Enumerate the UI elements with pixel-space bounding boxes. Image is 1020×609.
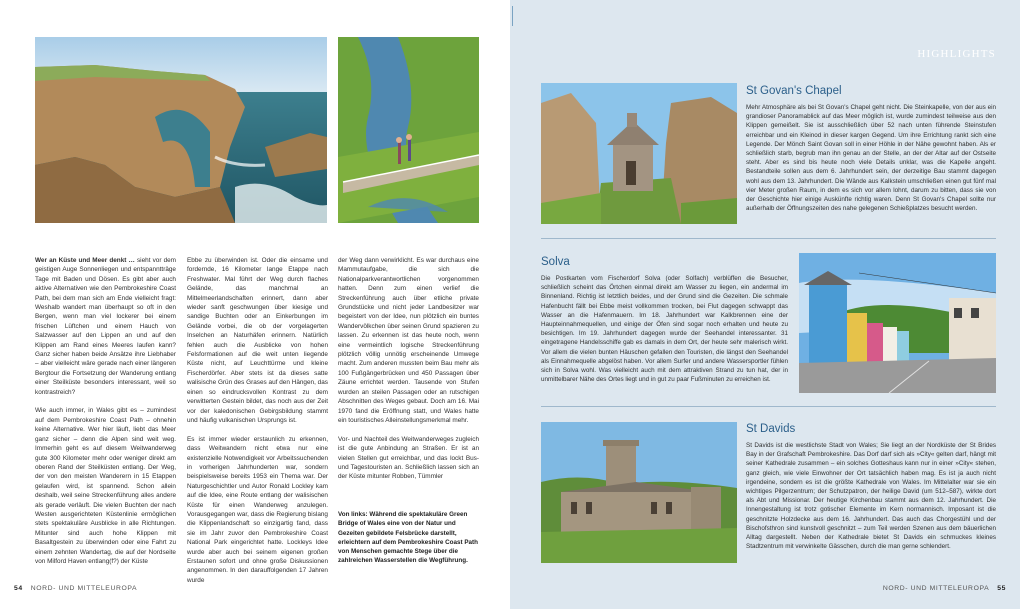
st-davids-cathedral-photo — [541, 422, 737, 563]
running-head: NORD- UND MITTELEUROPA — [882, 585, 990, 592]
paragraph: der Weg dann verwirklicht. Es war durchaus eine Mammutaufgabe, die sich die Nationalparkverantwortlichen vorgenommen hatten. Denn zum einen verlief die Streckenführung auch über etliche private Grundstücke und nicht jeder Landbesitzer war begeistert von der Idee, nun plötzlich ein buntes Wandervölkchen über seinen Grund spazieren zu lassen. Zu erkennen ist das heute noch, wenn eine vermeintlich logische Streckenführung plötzlich völlig unnötig erscheinende Umwege macht. Zum anderen mussten beim Bau mehr als 100 Fußgängerbrücken und 450 Passagen über Zäune errichtet werden. Tausende von Stufen wurden an steilen Passagen oder an rutschigen Abschnitten des Weges gebaut. Doch am 16. Mai 1970 fand die Eröffnung statt, und Wales hatte ein touristisches Alleinstellungsmerkmal mehr. — [338, 257, 479, 424]
section-text-st-govans-chapel: Mehr Atmosphäre als bei St Govan's Chapel geht nicht. Die Steinkapelle, von der aus ein grandioser Panoramablick auf das Meer möglich ist, wurde zumindest teilweise aus den Klippen gemeißelt. Sie ist ausschließlich über 52 nach unten führende Steinstufen erreichbar und ein Kleinod in dieser kargen Gegend. Um ihre Errichtung rankt sich eine Legende. Der Mönch Saint Govan soll in einer Höhle in der Nähe gewohnt haben. Als er schließlich starb, begrub man ihn genau an der Stelle, an der der Altar auf der Ostseite steht. Aber es sind bis heute noch viele Details unklar, was die Kapelle angeht. Bestandteile sollen aus dem 6. Jahrhundert sein, der derzeitige Bau stammt dagegen wohl aus dem 13. Jahrhundert. Die Wände aus Kalkstein umschließen einen gut fünf mal vier Meter großen Raum, in dem es sich vor allem lohnt, darum zu bitten, dass sie von der Geschichte hier einige Auskünfte richtig waren. Denn St Govan's Chapel sollte nur außerhalb der Öffnungszeiten des nahe gelegenen Schießplatzes besucht werden. — [746, 104, 996, 213]
boardwalk-photo — [338, 37, 479, 223]
highlight-marker-line — [512, 6, 513, 26]
solva-photo — [799, 253, 996, 393]
paragraph: Es ist immer wieder erstaunlich zu erkennen, dass Weitwandern nicht etwa nur eine existenzielle Notwendigkeit vor Arbeitssuchenden in vorherigen Jahrhunderten war, sondern beispielsweise bereits 1953 ein Thema war. Der Naturgeschichtler und Autor Ronald Lockley kam auf die Idee, eine Route entlang der walisischen Küste für einen Wanderweg anzulegen. Vorausgegangen war, dass die Regierung bislang die Klippenlandschaft so einzigartig fand, dass sie im Jahr zuvor den Pembrokeshire Coast National Park eingerichtet hatte. Lockleys Idee wurde aber auch bei seinem eigenen großen Erstaunen sofort und ohne große Diskussionen angenommen. In den darauffolgenden 17 Jahren wurde — [187, 435, 328, 584]
paragraph: Wie auch immer, in Wales gibt es – zumindest auf dem Pembrokeshire Coast Path – ohnehin keine Alternative. Wer hier läuft, liebt das Meer ganz sicher – denn die Alpen sind weit weg. Immerhin geht es auf diesem Weitwanderweg gute 300 Kilometer mehr oder weniger direkt am oberen Rand der Steilküsten entlang. Der Weg, der von den meisten Wanderern in 15 Etappen gelaufen wird, ist spannend. Schon allein deshalb, weil seine Streckenführung alles andere als gerade verläuft. Die vielen Buchten der nach Westen ausgerichteten Küstenlinie ermöglichen stets spektakuläre Ausblicke in alle Richtungen. Mitunter sind auch hohe Klippen mit Basaltgestein zu überwinden oder eine Fahrt zu einem zehnten Wandertag, die auf der Nordseite von Milford Haven entlang(f?) der Küste — [35, 407, 176, 565]
paragraph: Ebbe zu überwinden ist. Oder die einsame und fordernde, 16 Kilometer lange Etappe nach Freshwater. Mal führt der Weg durch flaches Gelände, das manchmal an Mittelmeerlandschaften erinnert, dann aber wieder sanft geschwungen über kiesige und sandige Buchten oder an Einkerbungen im Gelände vorbei, die ob der vorgelagerten Inselchen an Naturhäfen erinnern. Natürlich fehlen auch die Ausblicke von hohen Felsformationen auf die weit unten liegende Küste nicht, auf Leuchttürme und kleine Fischerdörfer. Aber stets ist da dieses satte walisische Grün des Grases auf den Hängen, das einen so eindrucksvollen Kontrast zu dem verwitterten Gestein bildet, das noch aus der Zeit vor der kaledonischen Gebirgsbildung stammt und häufig vulkanischen Ursprungs ist. — [187, 257, 328, 424]
page-number: 55 — [997, 585, 1006, 592]
section-text-st-davids: St Davids ist die westlichste Stadt von Wales; Sie liegt an der Nordküste der St Brides Bay in der Grafschaft Pembrokeshire. Das Dorf darf sich als »City« gelten darf, hängt mit seiner Kathedrale zusammen – ein solches Gotteshaus kann nur in einer »City« stehen, ganz gleich, wie viele Einwohner der Ort tatsächlich haben mag. Es ist ja auch nicht irgendeine, sondern es ist die größte Kathedrale von Wales. Im Mittelalter war sie ein wichtiges Pilgerzentrum; der Schutzpatron, der heilige David (um 512–587), wirkte dort als Abt und Missionar. Der heutige Kirchenbau stammt aus dem 12. Jahrhundert. Die Innengestaltung ist trotz gotischer Elemente im Kern normannisch. Imposant ist die geschnitzte Holzdecke aus dem 16. Jahrhundert. Das auch das Chorgestühl und der Bischofsthron sind kunstvoll geschnitzt – zum Teil werden Szenen aus dem bäuerlichen Alltag dargestellt. Neben der Kathedrale bietet St Davids ein schmuckes kleines Stadtzentrum mit verwinkelte Gässchen, durch die man gerne schlendert. — [746, 442, 996, 551]
page-number: 54 — [14, 585, 23, 592]
st-govans-chapel-photo — [541, 83, 737, 224]
running-head: NORD- UND MITTELEUROPA — [30, 585, 138, 592]
left-footer — [14, 585, 137, 592]
right-page — [510, 0, 1020, 609]
highlights-label: HIGHLIGHTS — [917, 48, 996, 60]
section-title-st-govans-chapel: St Govan's Chapel — [746, 85, 842, 97]
section-divider — [541, 406, 996, 407]
text-column-3 — [338, 256, 479, 491]
section-title-st-davids: St Davids — [746, 423, 796, 435]
section-text-solva: Die Postkarten vom Fischerdorf Solva (oder Solfach) verblüffen die Besucher, schließlich scheint das Örtchen einmal direkt am Wasser zu liegen, ein andermal im Binnenland. Richtig ist letztlich beides, und der Grund sind die Gezeiten. Die schmale Hafenbucht fällt bei Ebbe meist vollkommen trocken, bei Flut dagegen schwappt das Wasser an die Hafenmauern. Im 18. Jahrhundert war Kalkbrennen eine der Haupteinnahmequellen, und einige der Öfen sind sogar noch erhalten und heute zu besichtigen. Im 19. Jahrhundert dagegen wurde der Seehandel interessanter. 31 eingetragene Handelsschiffe gab es damals in dem Ort, der heute sehr malerisch wirkt. Vor allem die vielen bunten Häuschen gefallen den Touristen, die längst den Seehandel als Einnahmequelle abgelöst haben. Vor allem Surfer und andere Wassersportler fühlen sich in Solva wohl. Was vielleicht auch mit dem attraktiven Strand zu tun hat, der in unmittelbarer Nähe des Ortes liegt und in gut zu paar Fußminuten zu erreichen ist. — [541, 275, 788, 384]
photo-caption: Von links: Während die spektakuläre Green Bridge of Wales eine von der Natur und Gezeiten gebildete Felsbrücke darstellt, erleichtern auf dem Pembrokeshire Coast Path von Menschen gemachte Stege über die zahlreichen Wasserstellen die Wegführung. — [338, 511, 478, 565]
text-column-2 — [187, 256, 328, 595]
right-footer — [883, 585, 1006, 592]
green-bridge-photo — [35, 37, 327, 223]
paragraph-text: sieht vor dem geistigen Auge Sonnenliegen und entspanntträge Tage mit Baden und Dösen. Es gibt aber auch aktive Alternativen wie den Pembrokeshire Coast Path, bei dem man sich am Ende vielleicht fragt: Weshalb wandert man überhaupt so oft in den Bergen, wenn man viel lockerer bei einem frischen Lüftchen und einem Hauch von Salzwasser auf den Lippen an und auf den Klippen am Rand eines Meeres laufen kann? Ganz sicher haben beide Ansätze ihre Liebhaber – aber vielleicht wäre gerade nach einer längeren Bergtour die Fortsetzung der Wanderung entlang einer Steilküste besonders interessant, weil so kontrastreich? — [35, 257, 176, 396]
text-column-1 — [35, 256, 176, 576]
section-divider — [541, 238, 996, 239]
section-title-solva: Solva — [541, 256, 570, 268]
paragraph — [35, 256, 176, 397]
paragraph: Vor- und Nachteil des Weitwanderweges zugleich ist die gute Anbindung an Straßen. Er ist an vielen Stellen gut erreichbar, und das lockt Bus- und Tagestouristen an. Schließlich lassen sich an der Küste mitunter Robben, Tümmler — [338, 435, 479, 481]
lead-in: Wer an Küste und Meer denkt … — [35, 257, 135, 264]
